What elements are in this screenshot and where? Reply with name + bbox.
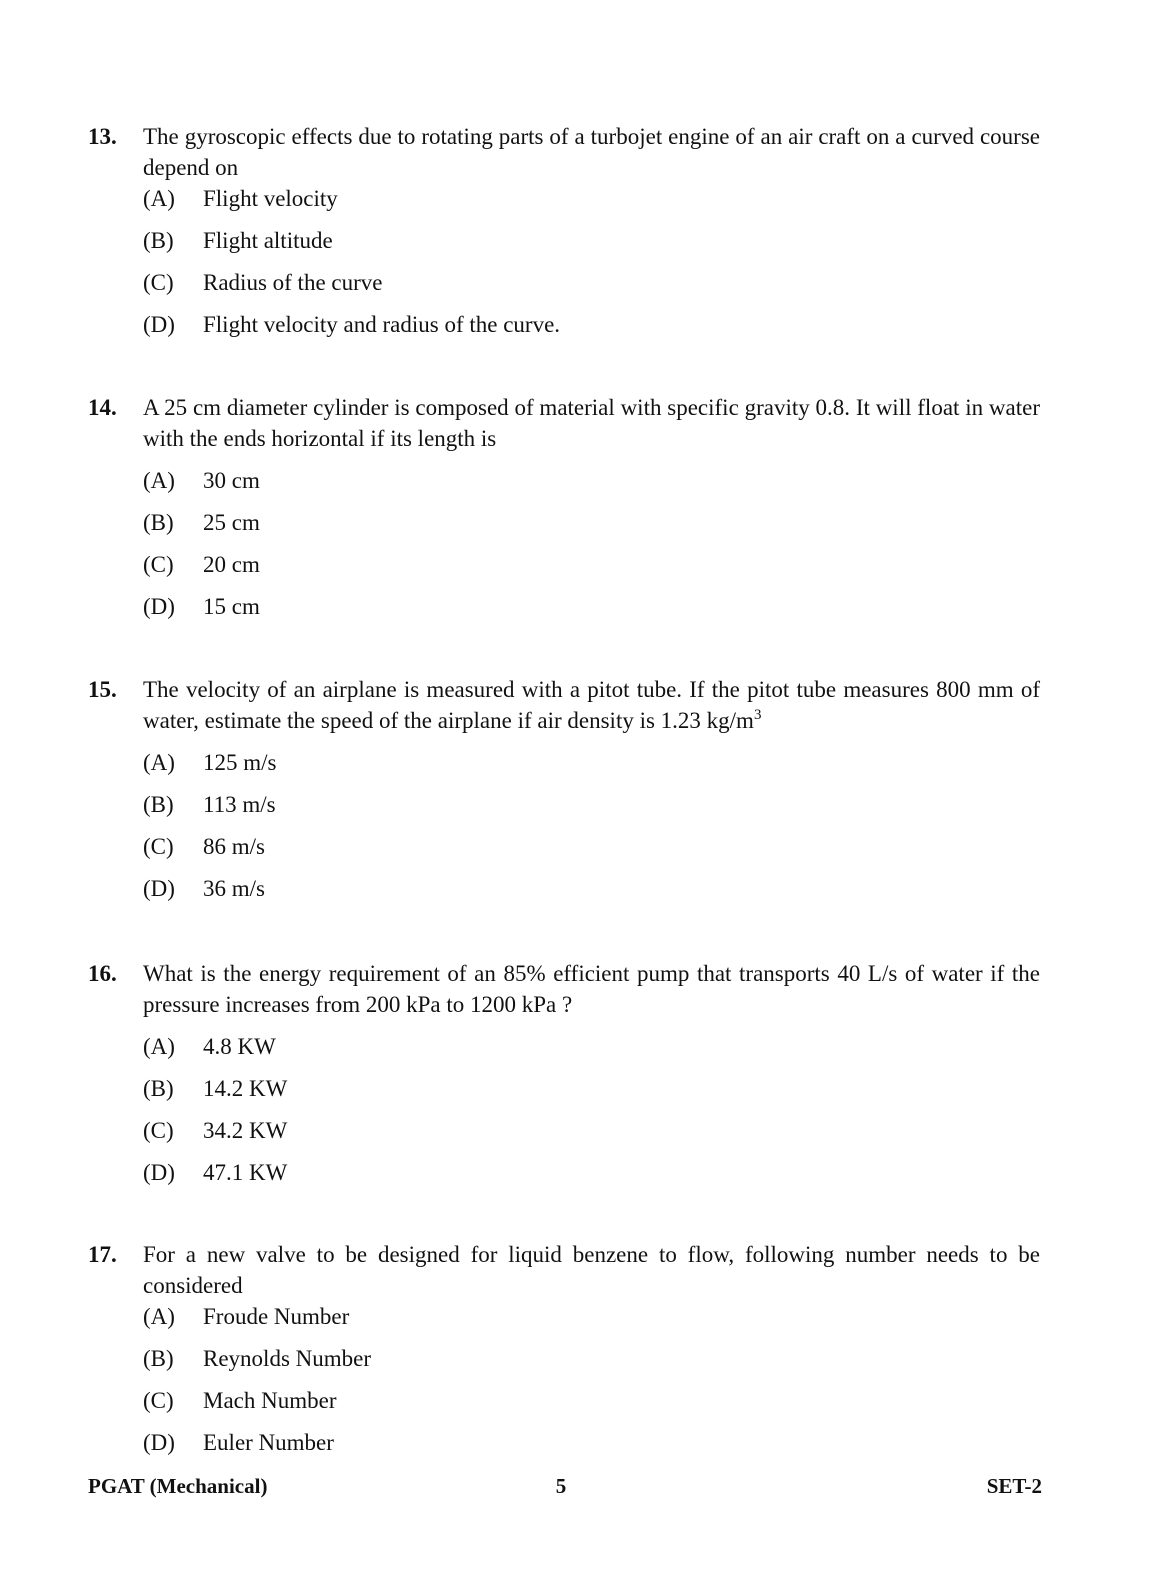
- option-d: [143, 1427, 1040, 1469]
- option-letter: (A): [143, 750, 175, 775]
- option-b: [143, 507, 1040, 549]
- options-list: [143, 183, 1040, 351]
- question-number: 16.: [88, 961, 117, 986]
- option-letter: (C): [143, 552, 174, 577]
- option-letter: (B): [143, 510, 174, 535]
- option-text: 113 m/s: [203, 792, 276, 817]
- option-letter: (A): [143, 1304, 175, 1329]
- option-a: [143, 465, 1040, 507]
- question-15: [88, 674, 1040, 915]
- option-text: Flight velocity and radius of the curve.: [203, 312, 561, 337]
- option-b: [143, 789, 1040, 831]
- option-b: [143, 1073, 1040, 1115]
- question-stem-text: The velocity of an airplane is measured with a pitot tube. If the pitot tube measures 800 mm of water, estimate the speed of the airplane if air density is 1.23 kg/m: [143, 677, 1040, 733]
- option-c: [143, 267, 1040, 309]
- question-16: [88, 958, 1040, 1199]
- option-letter: (B): [143, 1346, 174, 1371]
- question-number: 14.: [88, 395, 117, 420]
- options-list: [143, 465, 1040, 633]
- question-stem: The gyroscopic effects due to rotating parts of a turbojet engine of an air craft on a curved course depend on: [143, 124, 1040, 180]
- option-text: 14.2 KW: [203, 1076, 288, 1101]
- option-letter: (D): [143, 594, 175, 619]
- superscript: 3: [753, 707, 762, 723]
- question-13: [88, 121, 1040, 351]
- option-a: [143, 1031, 1040, 1073]
- question-14: [88, 392, 1040, 633]
- option-text: Flight velocity: [203, 186, 338, 211]
- question-stem: [143, 674, 1040, 736]
- option-text: 125 m/s: [203, 750, 277, 775]
- option-a: [143, 747, 1040, 789]
- option-d: [143, 1157, 1040, 1199]
- option-letter: (C): [143, 270, 174, 295]
- option-text: 4.8 KW: [203, 1034, 276, 1059]
- question-number: 15.: [88, 677, 117, 702]
- options-list: [143, 1301, 1040, 1469]
- option-text: Euler Number: [203, 1430, 334, 1455]
- option-text: 86 m/s: [203, 834, 265, 859]
- exam-title: PGAT (Mechanical): [88, 1474, 268, 1498]
- option-b: [143, 225, 1040, 267]
- option-text: Reynolds Number: [203, 1346, 372, 1371]
- option-d: [143, 591, 1040, 633]
- option-c: [143, 1385, 1040, 1427]
- option-c: [143, 1115, 1040, 1157]
- option-text: Froude Number: [203, 1304, 350, 1329]
- question-number: 13.: [88, 124, 117, 149]
- option-letter: (A): [143, 186, 175, 211]
- option-text: 47.1 KW: [203, 1160, 288, 1185]
- option-letter: (C): [143, 834, 174, 859]
- option-text: Radius of the curve: [203, 270, 383, 295]
- option-letter: (D): [143, 1160, 175, 1185]
- options-list: [143, 747, 1040, 915]
- option-text: 15 cm: [203, 594, 260, 619]
- option-text: 20 cm: [203, 552, 260, 577]
- option-letter: (C): [143, 1118, 174, 1143]
- page-footer: [88, 1471, 1042, 1501]
- option-text: 30 cm: [203, 468, 260, 493]
- option-d: [143, 873, 1040, 915]
- option-c: [143, 831, 1040, 873]
- option-a: [143, 183, 1040, 225]
- option-letter: (D): [143, 1430, 175, 1455]
- page-number: 5: [555, 1474, 567, 1498]
- option-letter: (A): [143, 468, 175, 493]
- question-stem: For a new valve to be designed for liquid benzene to flow, following number needs to be considered: [143, 1242, 1040, 1298]
- option-text: 36 m/s: [203, 876, 265, 901]
- option-letter: (A): [143, 1034, 175, 1059]
- option-text: 34.2 KW: [203, 1118, 288, 1143]
- question-number: 17.: [88, 1242, 117, 1267]
- option-text: Mach Number: [203, 1388, 337, 1413]
- option-b: [143, 1343, 1040, 1385]
- option-letter: (B): [143, 792, 174, 817]
- option-d: [143, 309, 1040, 351]
- option-letter: (B): [143, 228, 174, 253]
- option-a: [143, 1301, 1040, 1343]
- option-c: [143, 549, 1040, 591]
- option-text: 25 cm: [203, 510, 260, 535]
- option-letter: (D): [143, 312, 175, 337]
- options-list: [143, 1031, 1040, 1199]
- option-letter: (D): [143, 876, 175, 901]
- question-17: [88, 1239, 1040, 1469]
- option-letter: (C): [143, 1388, 174, 1413]
- option-letter: (B): [143, 1076, 174, 1101]
- set-label: SET-2: [986, 1474, 1042, 1498]
- option-text: Flight altitude: [203, 228, 333, 253]
- question-stem: A 25 cm diameter cylinder is composed of material with specific gravity 0.8. It will float in water with the ends horizontal if its length is: [143, 395, 1040, 451]
- question-stem: What is the energy requirement of an 85% efficient pump that transports 40 L/s of water if the pressure increases from 200 kPa to 1200 kPa ?: [143, 961, 1040, 1017]
